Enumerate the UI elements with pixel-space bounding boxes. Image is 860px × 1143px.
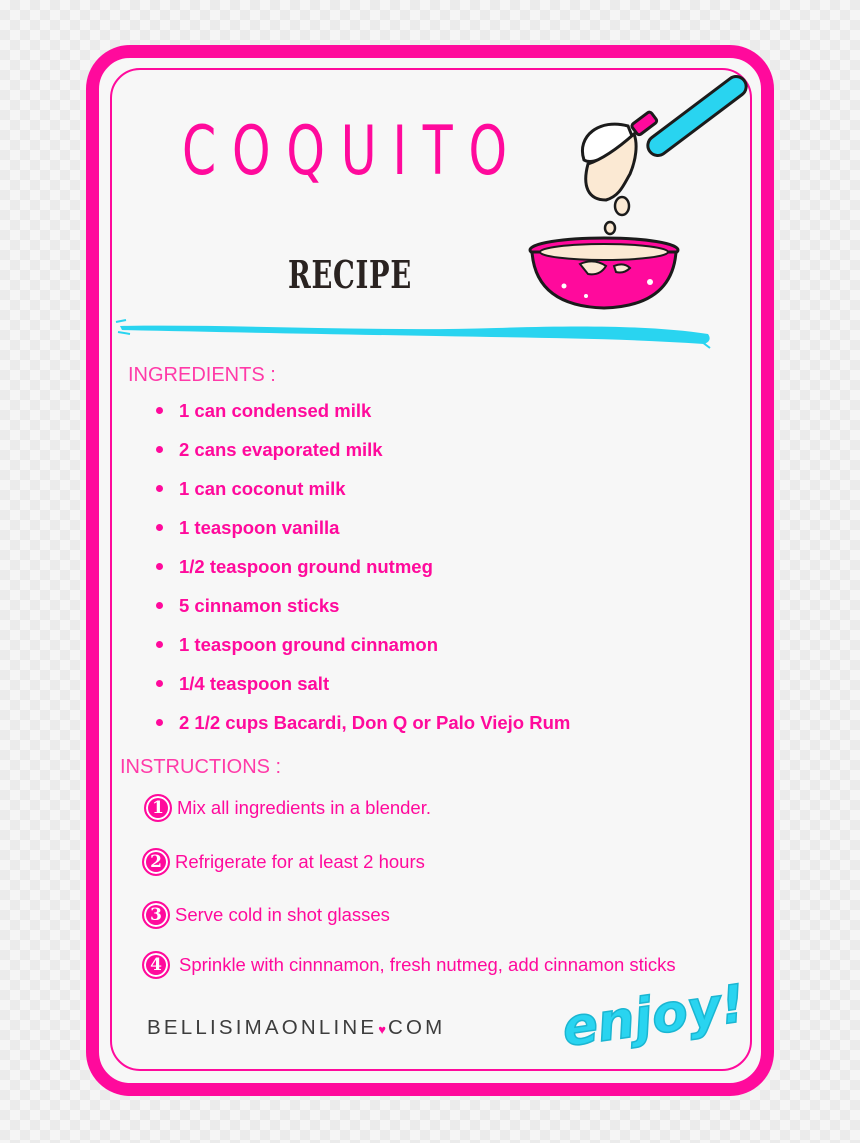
website-tld: COM [388,1016,446,1039]
ingredient-item [154,478,570,517]
bullet-icon [156,485,163,492]
instruction-step [142,848,425,876]
bullet-icon [156,563,163,570]
step-number-badge: 2 [142,848,170,876]
ingredient-item [154,400,570,439]
heart-icon: ♥ [378,1022,387,1037]
ingredient-item [154,595,570,634]
step-text: Refrigerate for at least 2 hours [175,851,425,872]
bullet-icon [156,719,163,726]
step-text: Mix all ingredients in a blender. [177,797,432,818]
ingredient-text: 2 cans evaporated milk [179,439,383,460]
ingredient-text: 1/2 teaspoon ground nutmeg [179,556,433,577]
bullet-icon [156,446,163,453]
ingredient-text: 1 teaspoon vanilla [179,517,340,538]
ingredient-item [154,517,570,556]
ingredient-text: 1/4 teaspoon salt [179,673,330,694]
instruction-step [142,901,390,929]
bullet-icon [156,680,163,687]
step-number-badge: 3 [142,901,170,929]
website-name: BELLISIMAONLINE [147,1016,378,1039]
ingredient-text: 1 can coconut milk [179,478,346,499]
instruction-step [142,951,676,979]
ingredient-item [154,439,570,478]
bullet-icon [156,602,163,609]
recipe-subtitle: RECIPE [288,252,412,297]
whisk-icon [582,73,750,234]
ingredient-text: 5 cinnamon sticks [179,595,340,616]
ingredient-item [154,673,570,712]
step-text: Sprinkle with cinnnamon, fresh nutmeg, add cinnamon sticks [179,954,676,975]
ingredient-text: 1 teaspoon ground cinnamon [179,634,439,655]
instructions-heading: INSTRUCTIONS : [120,756,282,778]
svg-text:enjoy!: enjoy! [558,974,749,1060]
mixing-bowl-icon [530,238,678,308]
ingredient-text: 1 can condensed milk [179,400,372,421]
website-url [147,1018,445,1039]
ingredient-list [154,400,570,751]
ingredient-item [154,634,570,673]
step-text: Serve cold in shot glasses [175,904,390,925]
ingredients-heading: INGREDIENTS : [128,364,276,386]
ingredient-item [154,712,570,751]
bullet-icon [156,641,163,648]
whisk-and-bowl-illustration [520,60,760,320]
bullet-icon [156,407,163,414]
instruction-step [144,794,431,822]
bullet-icon [156,524,163,531]
brush-stroke-divider [116,316,716,350]
step-number-badge: 4 [142,951,170,979]
enjoy-lettering [556,974,749,1060]
recipe-title: COQUITO [182,112,523,191]
step-number-badge: 1 [144,794,172,822]
ingredient-text: 2 1/2 cups Bacardi, Don Q or Palo Viejo Rum [179,712,571,733]
ingredient-item [154,556,570,595]
